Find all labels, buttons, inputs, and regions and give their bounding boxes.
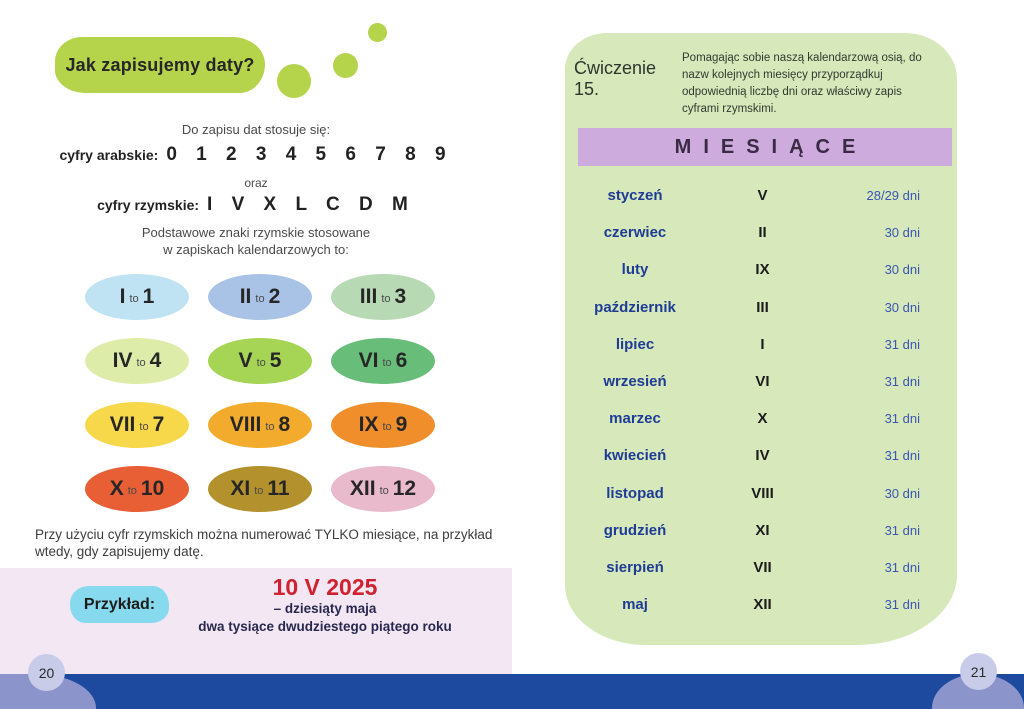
oval-arabic-number: 9 <box>395 413 408 436</box>
oval-arabic-number: 12 <box>392 477 417 500</box>
month-days: 30 dni <box>884 299 920 315</box>
month-roman-numeral: III <box>756 298 769 316</box>
arabic-digits-label: cyfry arabskie: <box>59 147 159 163</box>
month-name: marzec <box>609 410 661 428</box>
table-row <box>565 177 957 214</box>
month-name: luty <box>621 261 649 279</box>
month-roman-numeral: II <box>758 224 767 242</box>
example-line-1: – dziesiąty maja <box>273 601 377 616</box>
oval-to-word: to <box>254 485 264 497</box>
decor-circle-medium <box>333 53 358 78</box>
table-row <box>565 289 957 326</box>
example-label: Przykład: <box>83 595 156 613</box>
oval-to-word: to <box>129 293 139 305</box>
month-roman-numeral: X <box>757 410 768 428</box>
oval-to-word: to <box>136 357 146 369</box>
roman-digits-label: cyfry rzymskie: <box>97 197 200 213</box>
roman-number-oval <box>208 402 312 448</box>
month-days: 31 dni <box>884 448 920 464</box>
bottom-bar <box>0 674 1024 709</box>
month-days: 31 dni <box>884 597 920 613</box>
decor-circle-large <box>277 64 311 98</box>
oval-arabic-number: 3 <box>394 285 407 308</box>
oval-roman-numeral: XI <box>230 477 251 500</box>
table-row <box>565 549 957 586</box>
table-row <box>565 251 957 288</box>
table-row <box>565 214 957 251</box>
oval-roman-numeral: XII <box>349 477 376 500</box>
table-row <box>565 400 957 437</box>
month-name: grudzień <box>603 521 667 539</box>
month-name: sierpień <box>606 558 664 576</box>
oval-roman-numeral: VIII <box>229 413 262 436</box>
oval-arabic-number: 2 <box>268 285 281 308</box>
page-number-left: 20 <box>28 654 65 691</box>
month-days: 28/29 dni <box>866 188 920 204</box>
month-name: maj <box>622 596 648 614</box>
example-date: 10 V 2025 <box>272 574 378 600</box>
roman-number-oval <box>208 466 312 512</box>
oval-to-word: to <box>381 293 391 305</box>
months-table <box>565 177 957 623</box>
month-name: kwiecień <box>603 447 667 465</box>
month-days: 31 dni <box>884 559 920 575</box>
oval-arabic-number: 1 <box>142 285 155 308</box>
oval-roman-numeral: III <box>359 285 378 308</box>
oval-roman-numeral: II <box>239 285 252 308</box>
page-title: Jak zapisujemy daty? <box>65 54 255 75</box>
oval-arabic-number: 8 <box>278 413 291 436</box>
oval-to-word: to <box>139 421 149 433</box>
oval-to-word: to <box>255 293 265 305</box>
roman-number-oval <box>331 466 435 512</box>
oval-arabic-number: 5 <box>269 349 282 372</box>
oval-arabic-number: 6 <box>395 349 408 372</box>
month-roman-numeral: IV <box>755 447 770 465</box>
roman-number-oval <box>85 402 189 448</box>
oval-to-word: to <box>265 421 275 433</box>
months-banner-text: MIESIĄCE <box>674 135 868 158</box>
month-roman-numeral: VII <box>753 558 772 576</box>
month-days: 30 dni <box>884 225 920 241</box>
month-roman-numeral: XII <box>753 596 772 614</box>
oval-roman-numeral: VII <box>109 413 136 436</box>
month-days: 31 dni <box>884 522 920 538</box>
example-text <box>140 574 510 635</box>
month-name: lipiec <box>615 335 655 353</box>
roman-number-ovals <box>85 274 435 512</box>
month-name: listopad <box>606 484 664 502</box>
oval-to-word: to <box>127 485 137 497</box>
table-row <box>565 586 957 623</box>
oval-arabic-number: 10 <box>140 477 165 500</box>
oval-roman-numeral: IX <box>358 413 379 436</box>
oval-roman-numeral: VI <box>358 349 379 372</box>
roman-number-oval <box>331 402 435 448</box>
roman-digits-line <box>0 194 512 216</box>
title-blob <box>55 37 265 93</box>
month-roman-numeral: IX <box>755 261 770 279</box>
page-number-right: 21 <box>960 653 997 690</box>
oval-roman-numeral: IV <box>112 349 133 372</box>
exercise-title: Ćwiczenie 15. <box>574 58 657 99</box>
month-roman-numeral: VI <box>755 373 770 391</box>
month-days: 30 dni <box>884 262 920 278</box>
table-row <box>565 512 957 549</box>
oval-to-word: to <box>382 357 392 369</box>
subtitle-line-1: Podstawowe znaki rzymskie stosowane <box>141 225 371 240</box>
roman-number-oval <box>208 274 312 320</box>
oval-roman-numeral: X <box>109 477 124 500</box>
subtitle-line-2: w zapiskach kalendarzowych to: <box>163 242 349 257</box>
month-name: czerwiec <box>603 224 667 242</box>
decor-circle-small <box>368 23 387 42</box>
table-row <box>565 326 957 363</box>
oval-roman-numeral: I <box>119 285 126 308</box>
months-banner <box>578 128 952 166</box>
table-row <box>565 437 957 474</box>
month-roman-numeral: V <box>757 187 768 205</box>
month-days: 31 dni <box>884 374 920 390</box>
arabic-digits: 0 1 2 3 4 5 6 7 8 9 <box>166 144 453 165</box>
subtitle <box>0 224 512 258</box>
oval-to-word: to <box>382 421 392 433</box>
oval-arabic-number: 4 <box>149 349 162 372</box>
exercise-instruction: Pomagając sobie naszą kalendarzową osią, do nazw kolejnych miesięcy przyporządkuj odpowiednią liczbę dni oraz właściwy zapis cyframi rzymskimi. <box>682 52 922 115</box>
roman-number-oval <box>331 274 435 320</box>
arabic-digits-line <box>0 144 512 166</box>
example-line-2: dwa tysiące dwudziestego piątego roku <box>198 618 452 634</box>
roman-number-oval <box>208 338 312 384</box>
intro-text: Do zapisu dat stosuje się: <box>181 122 331 137</box>
month-days: 31 dni <box>884 336 920 352</box>
roman-number-oval <box>331 338 435 384</box>
month-days: 30 dni <box>884 485 920 501</box>
roman-number-oval <box>85 274 189 320</box>
oval-arabic-number: 11 <box>267 477 290 500</box>
roman-digits: I V X L C D M <box>207 194 415 215</box>
month-roman-numeral: VIII <box>751 484 774 502</box>
roman-number-oval <box>85 338 189 384</box>
oval-roman-numeral: V <box>238 349 253 372</box>
roman-number-oval <box>85 466 189 512</box>
note-paragraph: Przy użyciu cyfr rzymskich można numerować TYLKO miesiące, na przykład wtedy, gdy zapisujemy datę. <box>35 527 493 559</box>
table-row <box>565 363 957 400</box>
oval-to-word: to <box>256 357 266 369</box>
oraz-text: oraz <box>244 176 268 190</box>
month-roman-numeral: I <box>760 335 765 353</box>
month-name: październik <box>594 298 676 316</box>
oval-arabic-number: 7 <box>152 413 165 436</box>
table-row <box>565 475 957 512</box>
oval-to-word: to <box>379 485 389 497</box>
month-name: wrzesień <box>603 373 667 391</box>
month-days: 31 dni <box>884 411 920 427</box>
month-roman-numeral: XI <box>755 521 770 539</box>
month-name: styczeń <box>607 187 663 205</box>
